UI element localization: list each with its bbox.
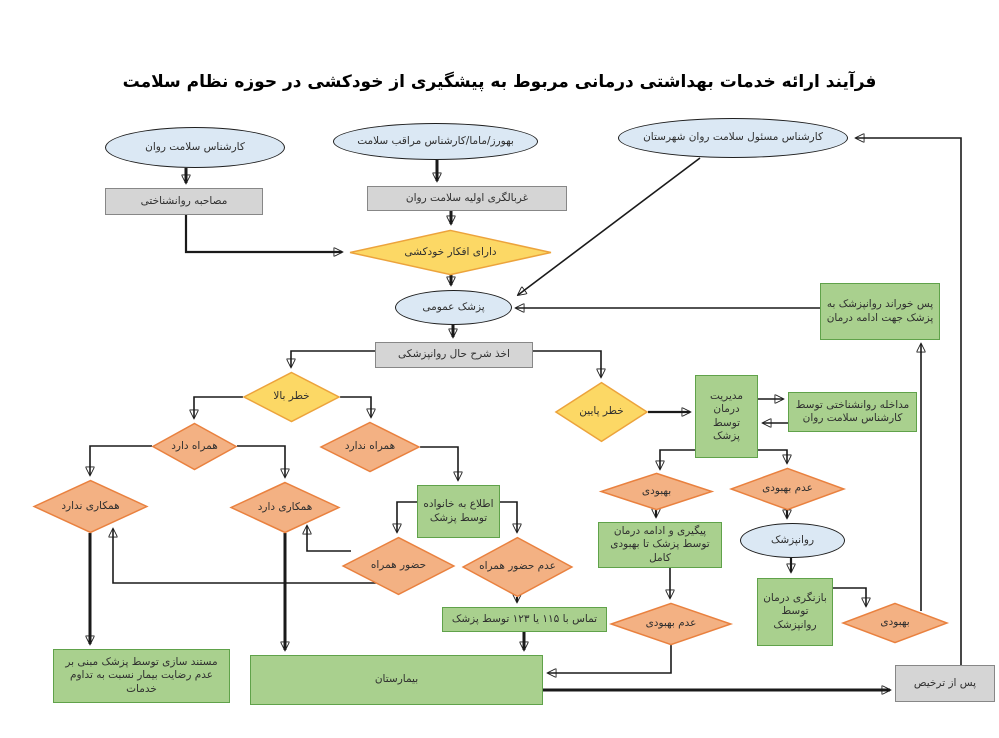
node-label: مداخله روانشناختی توسط کارشناس سلامت روان	[795, 398, 910, 424]
edge-companion-present-to-no-cooperation	[113, 529, 376, 583]
node-no-companion	[320, 422, 420, 472]
node-suicidal-thoughts	[348, 230, 553, 275]
node-psychiatrist-feedback	[820, 283, 940, 340]
edge-mgmt-to-improvement	[660, 450, 695, 469]
node-label: اخذ شرح حال روانپزشکی	[398, 348, 510, 361]
node-companion-absent	[462, 537, 573, 597]
node-treatment-management	[695, 375, 758, 458]
node-label: بازنگری درمان توسط روانپزشک	[763, 592, 827, 631]
edge-high-risk-to-no-companion	[340, 397, 371, 417]
node-mental-health-expert	[105, 127, 285, 168]
node-label: اطلاع به خانواده توسط پزشک	[423, 498, 494, 524]
node-label: بهورز/ماما/کارشناس مراقب سلامت	[357, 134, 514, 147]
node-improvement	[600, 473, 713, 510]
node-label: کارشناس سلامت روان	[145, 140, 245, 153]
node-followup-treatment	[598, 522, 722, 568]
node-low-risk	[555, 382, 648, 442]
edge-history-to-low-risk	[533, 351, 601, 377]
node-improvement-2	[842, 603, 948, 643]
node-label: عدم بهبودی	[645, 617, 697, 630]
node-documentation	[53, 649, 230, 703]
node-label: مدیریت درمان توسط پزشک	[709, 390, 744, 442]
node-label: روانپزشک	[770, 533, 815, 546]
node-psychiatric-history	[375, 342, 533, 368]
node-label: همکاری دارد	[257, 500, 313, 513]
node-after-discharge	[895, 665, 995, 702]
node-companion-present	[342, 537, 455, 595]
node-label: مستند سازی توسط پزشک مبنی بر عدم رضایت بیمار نسبت به تداوم خدمات	[65, 656, 218, 695]
node-county-mental-health-expert	[618, 118, 848, 158]
node-label: دارای افکار خودکشی	[404, 245, 497, 258]
node-label: بیمارستان	[374, 673, 419, 686]
node-inform-family	[417, 485, 500, 538]
node-treatment-review	[757, 578, 833, 646]
edge-mgmt-to-no-improvement	[758, 450, 787, 463]
node-initial-screening	[367, 186, 567, 211]
node-label: کارشناس مسئول سلامت روان شهرستان	[643, 131, 823, 144]
edge-inform-family-to-companion-present	[397, 502, 417, 532]
node-label: حضور همراه	[370, 559, 427, 572]
node-high-risk	[243, 372, 340, 422]
node-label: پس خوراند روانپزشک به پزشک جهت ادامه درمان	[826, 298, 934, 324]
node-general-physician	[395, 290, 512, 325]
node-label: همکاری ندارد	[61, 499, 120, 512]
node-call-emergency	[442, 607, 607, 632]
node-psychological-intervention	[788, 392, 917, 432]
node-label: تماس با ۱۱۵ یا ۱۲۳ توسط پزشک	[451, 612, 598, 625]
node-label: بهبودی	[880, 616, 910, 629]
node-psychological-interview	[105, 188, 263, 215]
node-label: پیگیری و ادامه درمان توسط پزشک تا بهبودی کامل	[610, 525, 710, 564]
node-psychiatrist	[740, 523, 845, 558]
node-has-companion	[152, 423, 237, 470]
node-label: مصاحبه روانشناختی	[140, 194, 228, 207]
edge-has-companion-to-no-cooperation	[90, 446, 152, 475]
node-no-improvement	[730, 468, 845, 510]
node-caregiver	[333, 123, 538, 160]
edge-no-companion-to-inform-family	[420, 447, 458, 480]
node-label: خطر بالا	[273, 390, 310, 403]
node-label: بهبودی	[641, 484, 672, 497]
edge-interview-to-suicidal-thoughts	[186, 215, 342, 252]
node-label: پزشک عمومی	[422, 300, 485, 313]
node-label: عدم بهبودی	[762, 482, 813, 495]
node-label: عدم حضور همراه	[479, 560, 556, 573]
node-label: غربالگری اولیه سلامت روان	[405, 191, 529, 204]
page-title: فرآیند ارائه خدمات بهداشتی درمانی مربوط به پیشگیری از خودکشی در حوزه نظام سلامت	[122, 72, 877, 92]
node-cooperation	[230, 482, 340, 533]
node-no-cooperation	[33, 480, 148, 533]
edge-inform-family-to-companion-absent	[500, 502, 517, 532]
edge-has-companion-to-cooperation	[237, 446, 285, 477]
node-hospital	[250, 655, 543, 705]
node-no-improvement-2	[610, 603, 732, 645]
node-label: همراه ندارد	[344, 440, 396, 453]
edge-high-risk-to-has-companion	[194, 397, 243, 418]
edge-no-improvement2-to-hospital	[548, 645, 671, 673]
node-label: پس از ترخیص	[913, 676, 977, 689]
edge-history-to-high-risk	[291, 351, 375, 367]
node-label: خطر پایین	[579, 405, 624, 418]
node-label: همراه دارد	[171, 439, 218, 452]
